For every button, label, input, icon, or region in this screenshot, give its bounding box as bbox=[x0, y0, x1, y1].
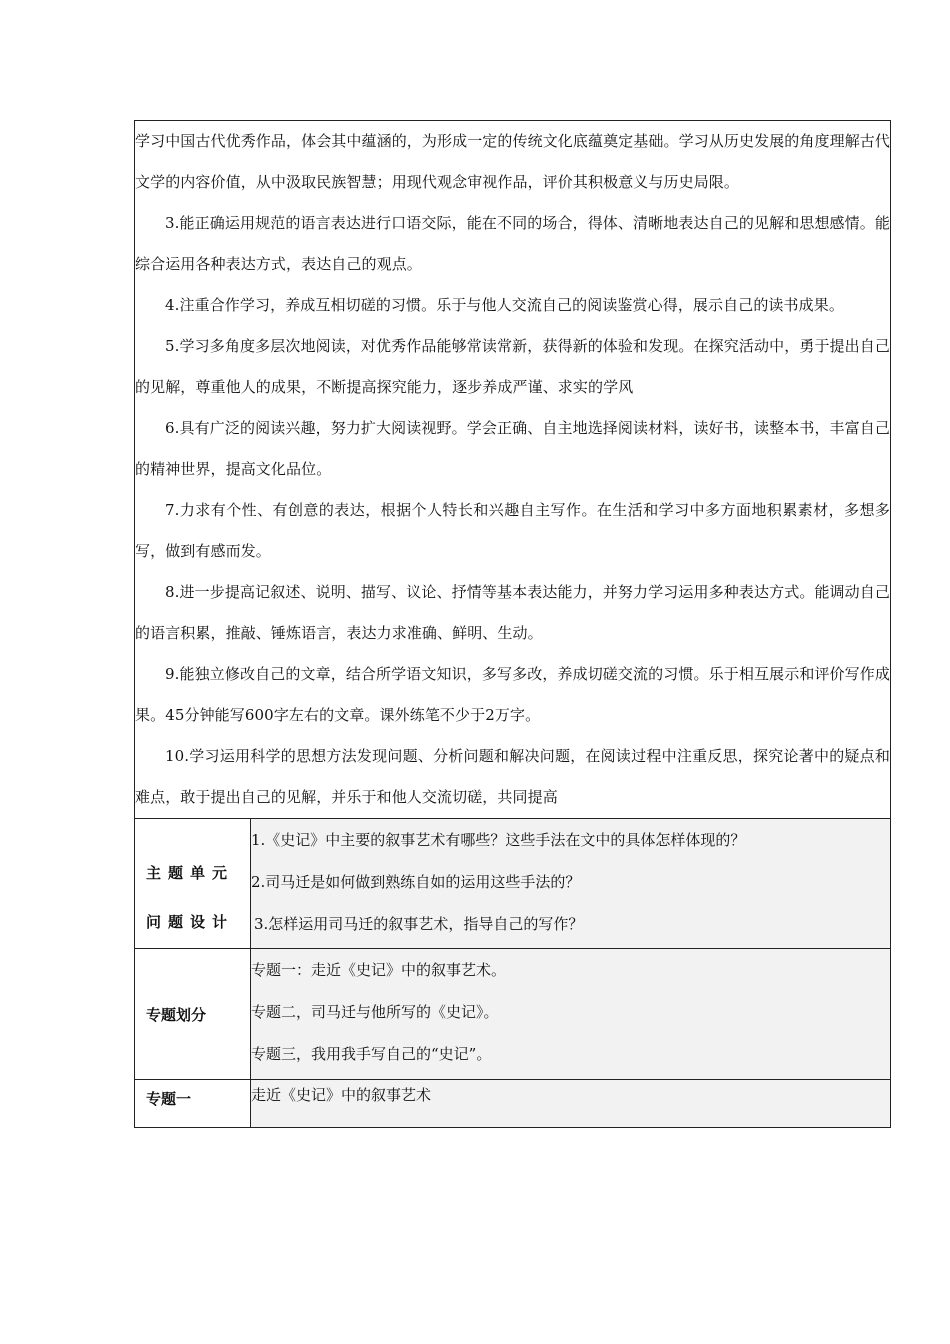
question-item: 2.司马迁是如何做到熟练自如的运用这些手法的？ bbox=[251, 873, 581, 891]
topic-item: 专题一：走近《史记》中的叙事艺术。 bbox=[251, 961, 507, 979]
topic-one-label-cell bbox=[135, 1080, 251, 1128]
topic-item: 专题二，司马迁与他所写的《史记》。 bbox=[251, 1003, 499, 1021]
question-design-row bbox=[135, 819, 891, 949]
goal-item-5: 5.学习多角度多层次地阅读，对优秀作品能够常读常新，获得新的体验和发现。在探究活动中，勇于提出自己的见解，尊重他人的成果，不断提高探究能力，逐步养成严谨、求实的学风 bbox=[135, 337, 891, 396]
topic-division-label-cell bbox=[135, 949, 251, 1080]
topic-division-label: 专题划分 bbox=[146, 1006, 207, 1024]
topic-one-row bbox=[135, 1080, 891, 1128]
goal-item-3: 3.能正确运用规范的语言表达进行口语交际，能在不同的场合，得体、清晰地表达自己的见解和思想感情。能综合运用各种表达方式，表达自己的观点。 bbox=[135, 214, 891, 273]
topic-one-content bbox=[251, 1080, 891, 1128]
question-design-content bbox=[251, 819, 891, 949]
topic-division-row bbox=[135, 949, 891, 1080]
goal-item-7: 7.力求有个性、有创意的表达，根据个人特长和兴趣自主写作。在生活和学习中多方面地积累素材，多想多写，做到有感而发。 bbox=[135, 501, 891, 560]
topic-division-content bbox=[251, 949, 891, 1080]
question-item: 3.怎样运用司马迁的叙事艺术，指导自己的写作？ bbox=[254, 915, 584, 933]
goal-item-9: 9.能独立修改自己的文章，结合所学语文知识，多写多改，养成切磋交流的习惯。乐于相互展示和评价写作成果。45分钟能写600字左右的文章。课外练笔不少于2万字。 bbox=[135, 665, 891, 724]
question-design-label-cell bbox=[135, 819, 251, 949]
unit-design-table bbox=[134, 120, 891, 1128]
goal-item-10: 10.学习运用科学的思想方法发现问题、分析问题和解决问题，在阅读过程中注重反思，探究论著中的疑点和难点，敢于提出自己的见解，并乐于和他人交流切磋，共同提高 bbox=[135, 747, 891, 806]
topic-one-text: 走近《史记》中的叙事艺术 bbox=[251, 1086, 432, 1104]
goals-cell bbox=[135, 121, 891, 819]
question-item: 1.《史记》中主要的叙事艺术有哪些？这些手法在文中的具体怎样体现的？ bbox=[251, 831, 746, 849]
topic-item: 专题三，我用我手写自己的“史记”。 bbox=[251, 1045, 492, 1063]
topic-one-label: 专题一 bbox=[146, 1090, 192, 1108]
goal-item-6: 6.具有广泛的阅读兴趣，努力扩大阅读视野。学会正确、自主地选择阅读材料，读好书，读整本书，丰富自己的精神世界，提高文化品位。 bbox=[135, 419, 891, 478]
question-design-label: 主题单元问题设计 bbox=[146, 864, 235, 931]
goals-intro: 学习中国古代优秀作品，体会其中蕴涵的，为形成一定的传统文化底蕴奠定基础。学习从历史发展的角度理解古代文学的内容价值，从中汲取民族智慧；用现代观念审视作品，评价其积极意义与历史局限。 bbox=[135, 132, 891, 191]
goals-row bbox=[135, 121, 891, 819]
goal-item-4: 4.注重合作学习，养成互相切磋的习惯。乐于与他人交流自己的阅读鉴赏心得，展示自己的读书成果。 bbox=[165, 296, 844, 314]
goal-item-8: 8.进一步提高记叙述、说明、描写、议论、抒情等基本表达能力，并努力学习运用多种表达方式。能调动自己的语言积累，推敲、锤炼语言，表达力求准确、鲜明、生动。 bbox=[135, 583, 891, 642]
